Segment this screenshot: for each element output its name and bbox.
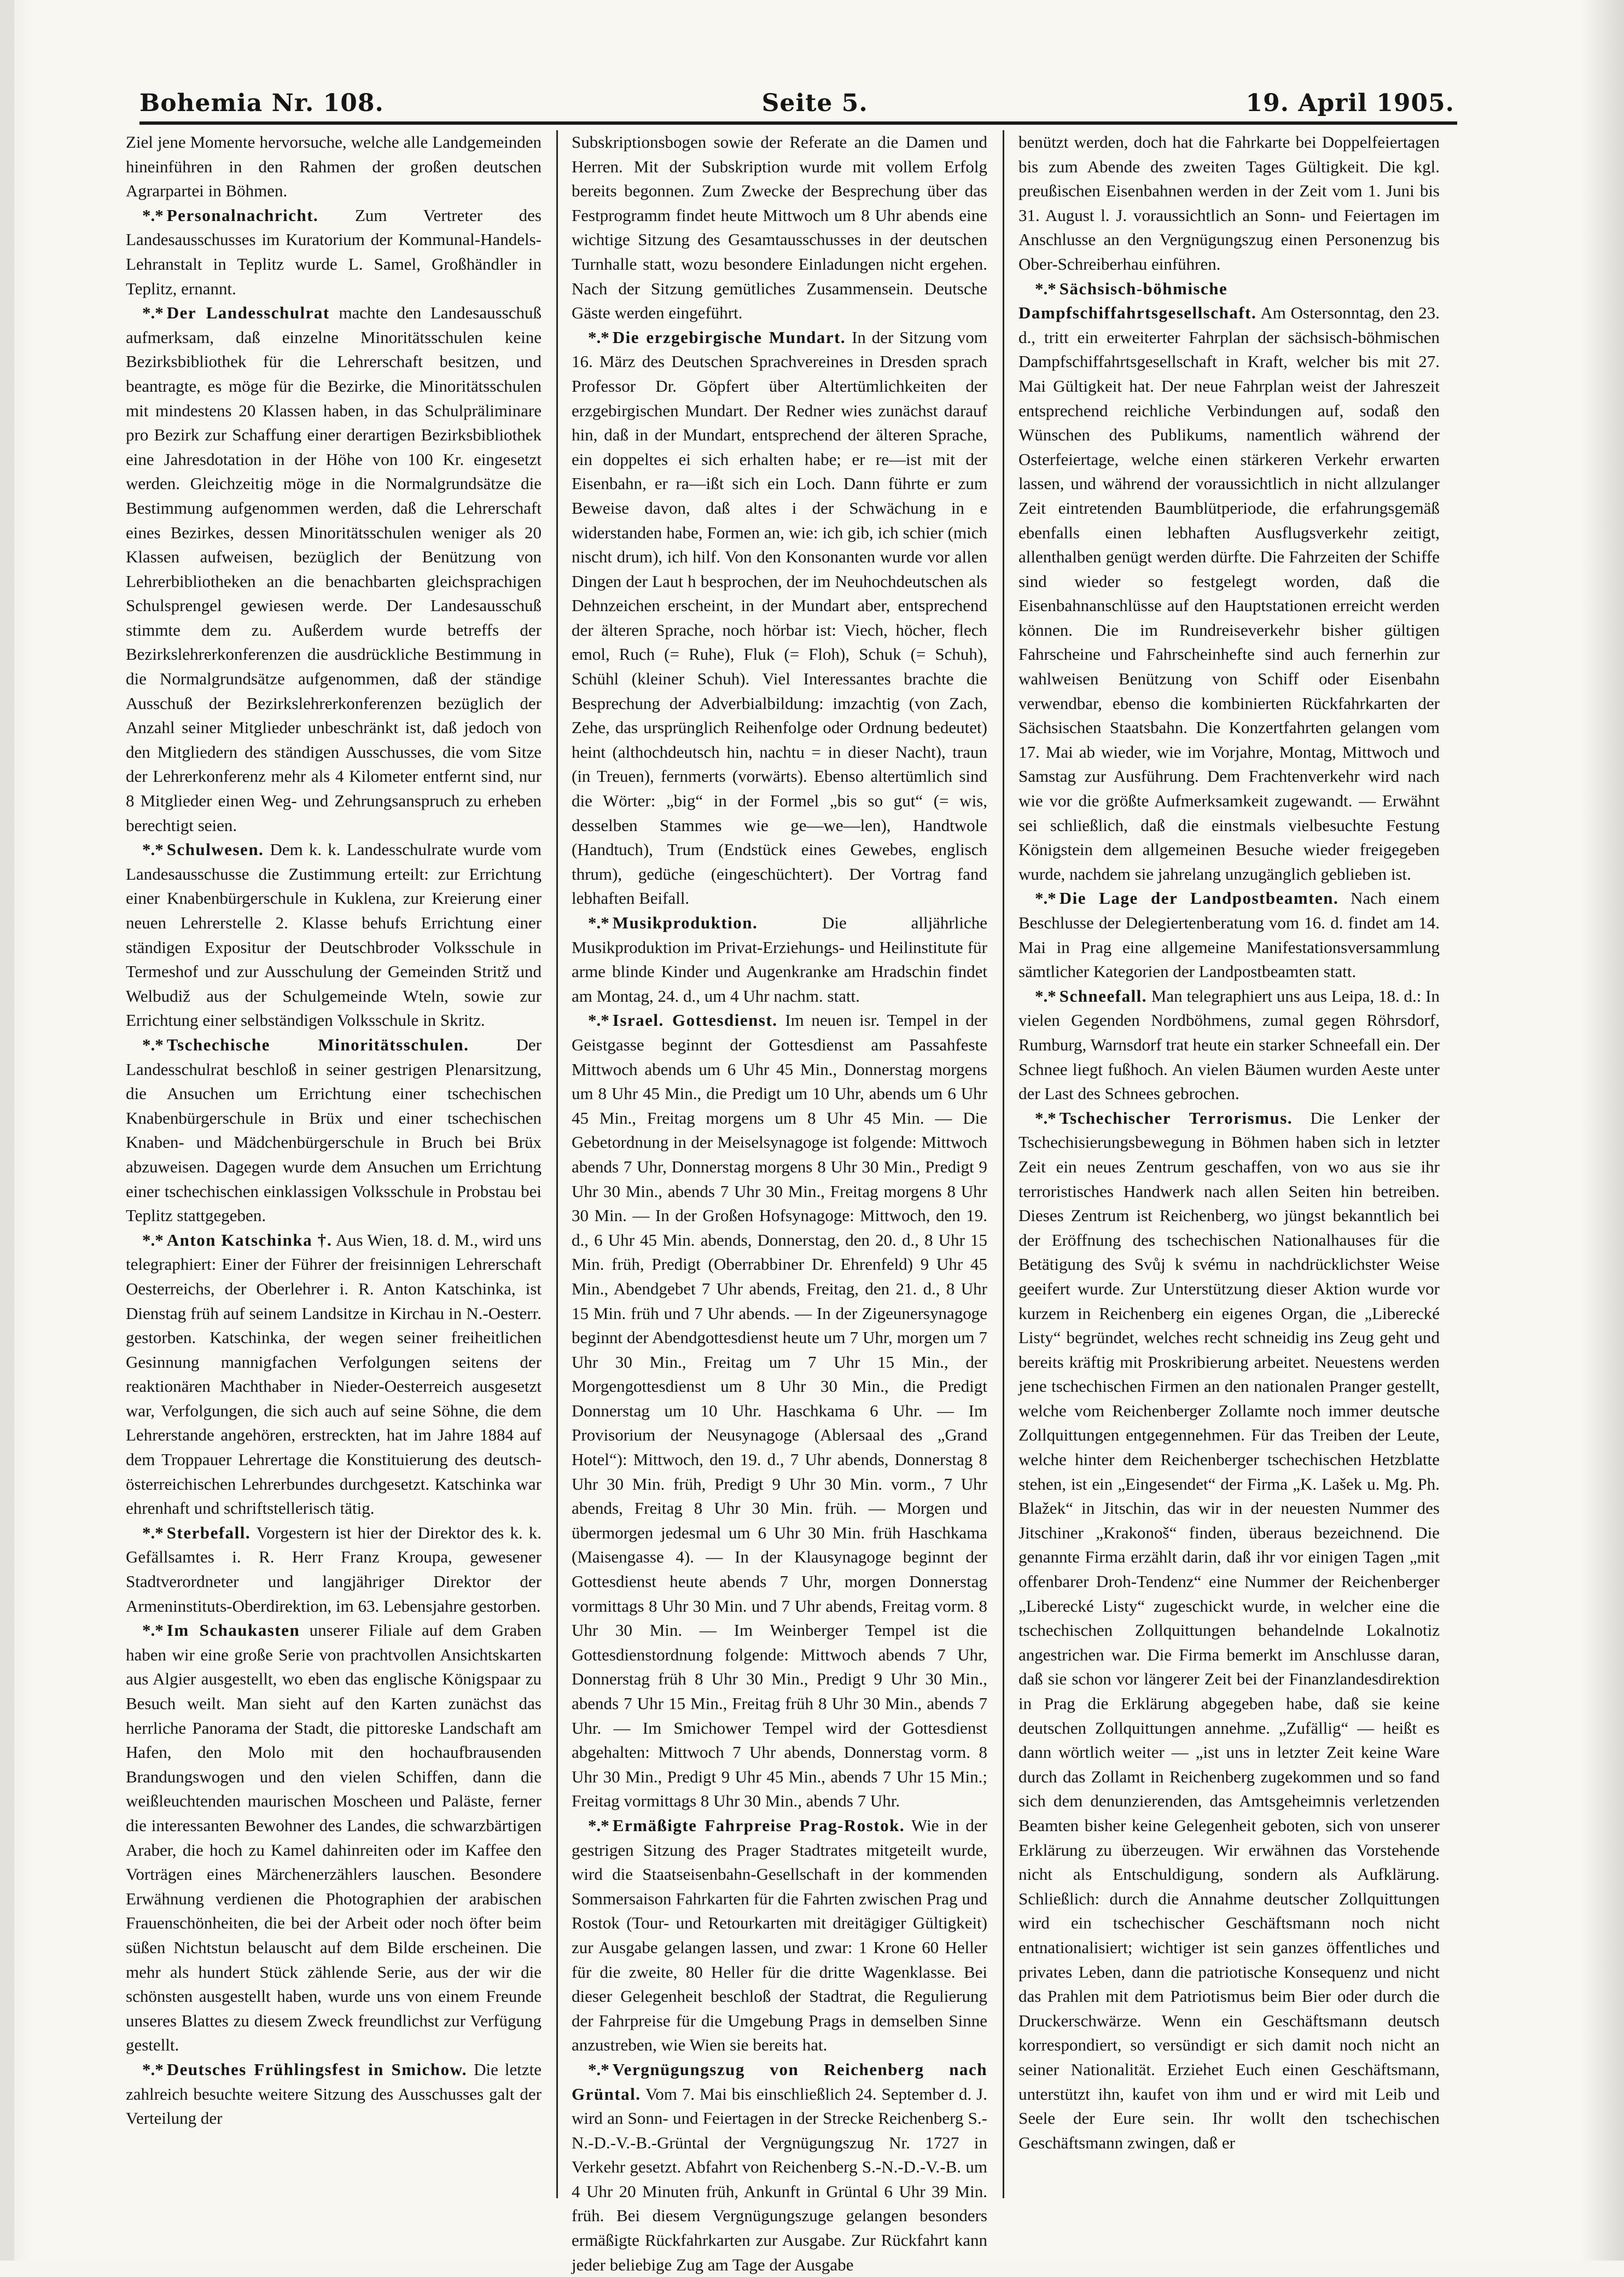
article-body: Die letzte zahlreich besuchte weitere Sitzung des Ausschusses galt der Verteilung der: [126, 2059, 542, 2128]
article-headline: Im Schaukasten: [166, 1620, 300, 1640]
article-headline: Sterbefall.: [166, 1523, 251, 1542]
article-paragraph: [572, 911, 987, 1008]
article-headline: Schneefall.: [1059, 986, 1148, 1006]
article-marker: *.*: [142, 2059, 164, 2079]
article-headline: Tschechische Minoritätsschulen.: [166, 1035, 469, 1054]
article-marker: *.*: [588, 1815, 609, 1835]
article-marker: *.*: [1035, 888, 1056, 908]
article-paragraph: [126, 1033, 542, 1228]
article-headline: Ermäßigte Fahrpreise Prag-Rostok.: [612, 1815, 905, 1835]
article-paragraph: [572, 1008, 987, 1814]
column-divider-2: [1003, 130, 1004, 2198]
article-paragraph: [1018, 984, 1440, 1106]
article-body: unserer Filiale auf dem Graben haben wir eine große Serie von prachtvollen Ansichtskarten aus Algier ausgestellt, wo eben das englische Königspaar zu Besuch weilt. Man sieht auf den Karten zunächst das herrliche Panorama der Stadt, die pittoreske Landschaft am Hafen, den Molo mit den hochaufbrausenden Brandungswogen und den vielen Schiffen, dann die weißleuchtenden maurischen Moscheen und Paläste, ferner die interessanten Bewohner des Landes, die schwarzbärtigen Araber, die hoch zu Kamel dahinreiten oder im Kaffee den Vorträgen eines Märchenerzählers lauschen. Besondere Erwähnung verdienen die Photographien der arabischen Frauenschönheiten, die bei der Arbeit oder noch öfter beim süßen Nichtstun belauscht auf dem Bilde erscheinen. Die mehr als hundert Stück zählende Serie, aus der wir die schönsten ausgestellt haben, wurde uns von einem Freunde unseres Blattes zu diesem Zweck freundlichst zur Verfügung gestellt.: [126, 1620, 542, 2055]
page-edge: [0, 0, 14, 2261]
article-marker: *.*: [142, 1035, 164, 1054]
article-marker: *.*: [142, 1230, 164, 1250]
article-marker: *.*: [588, 1010, 609, 1030]
article-paragraph: [572, 1814, 987, 2058]
article-headline: Schulwesen.: [166, 840, 264, 859]
article-headline: Israel. Gottesdienst.: [612, 1010, 778, 1030]
article-paragraph: [572, 130, 987, 326]
article-marker: *.*: [142, 303, 164, 323]
article-body: Ziel jene Momente hervorsuche, welche alle Landgemeinden hineinführen in den Rahmen der großen deutschen Agrarpartei in Böhmen.: [126, 132, 542, 201]
article-body: Man telegraphiert uns aus Leipa, 18. d.: In vielen Gegenden Nordböhmens, zumal gegen Röhrsdorf, Rumburg, Warnsdorf trat heute ein starker Schneefall ein. Der Schnee liegt fußhoch. An vielen Bäumen wurden Aeste unter der Last des Schnees gebrochen.: [1018, 986, 1440, 1103]
article-body: Aus Wien, 18. d. M., wird uns telegraphiert: Einer der Führer der freisinnigen Lehrerschaft Oesterreichs, der Oberlehrer i. R. Anton Katschinka, ist Dienstag früh auf seinem Landsitze in Kirchau in N.-Oesterr. gestorben. Katschinka, der wegen seiner freiheitlichen Gesinnung mannigfachen Verfolgungen seitens der reaktionären Machthaber in Nieder-Oesterreich ausgesetzt war, Verfolgungen, die sich auch auf seine Söhne, die dem Lehrerstande angehören, erstreckten, hat im Jahre 1884 auf dem Troppauer Lehrertage die Konstituierung des deutsch-österreichischen Lehrerbundes durchgesetzt. Katschinka war ehrenhaft und schriftstellerisch tätig.: [126, 1230, 542, 1518]
article-marker: *.*: [142, 205, 164, 225]
article-headline: Die Lage der Landpostbeamten.: [1059, 888, 1339, 908]
article-paragraph: [126, 1521, 542, 1618]
header-date: 19. April 1905.: [1245, 89, 1454, 117]
article-marker: *.*: [1035, 986, 1056, 1006]
article-paragraph: [1018, 1106, 1440, 2156]
article-body: Am Ostersonntag, den 23. d., tritt ein erweiterter Fahrplan der sächsisch-böhmischen Dampfschiffahrtsgesellschaft in Kraft, welcher bis mit 27. Mai Gültigkeit hat. Der neue Fahrplan weist der Jahreszeit entsprechend reichliche Verbindungen auf, sodaß den Wünschen des Publikums, namentlich während der Osterfeiertage, welche einen stärkeren Verkehr erwarten lassen, und während der voraussichtlich in nicht allzulanger Zeit eintretenden Baumblütperiode, die erfahrungsgemäß ebenfalls einen lebhaften Ausflugsverkehr zeitigt, allenthalben genügt werden dürfte. Die Fahrzeiten der Schiffe sind wieder so festgelegt worden, daß die Eisenbahnanschlüsse auf den Hauptstationen erreicht werden können. Die im Rundreiseverkehr bisher gültigen Fahrscheine und Fahrscheinhefte sind auch fernerhin zur wahlweisen Benützung von Schiff oder Eisenbahn verwendbar, ebenso die kombinierten Rückfahrkarten der Sächsischen Staatsbahn. Die Konzertfahrten gelangen vom 17. Mai ab wieder, wie im Vorjahre, Montag, Mittwoch und Samstag zur Ausführung. Dem Frachtenverkehr wird nach wie vor die größte Aufmerksamkeit zugewandt. — Erwähnt sei schließlich, daß die einstmals vielbesuchte Festung Königstein dem allgemeinen Besuche wieder freigegeben wurde, nachdem sie jahrelang unzugänglich geblieben ist.: [1018, 303, 1440, 884]
article-body: Subskriptionsbogen sowie der Referate an die Damen und Herren. Mit der Subskription wurde mit vollem Erfolg bereits begonnen. Zum Zwecke der Besprechung über das Festprogramm findet heute Mittwoch um 8 Uhr abends eine wichtige Sitzung des Gesamtausschusses in der deutschen Turnhalle statt, wozu besondere Einladungen nicht ergehen. Nach der Sitzung gemütliches Zusammensein. Deutsche Gäste werden eingeführt.: [572, 132, 987, 323]
article-paragraph: [126, 838, 542, 1033]
page-header: [139, 86, 1454, 117]
header-rule: [139, 121, 1457, 125]
article-marker: *.*: [588, 327, 609, 347]
article-body: Vom 7. Mai bis einschließlich 24. September d. J. wird an Sonn- und Feiertagen in der Strecke Reichenberg S.-N.-D.-V.-B.-Grüntal der Vergnügungszug Nr. 1727 in Verkehr gesetzt. Abfahrt von Reichenberg S.-N.-D.-V.-B. um 4 Uhr 20 Minuten früh, Ankunft in Grüntal 6 Uhr 39 Min. früh. Bei diesem Vergnügungszuge gelangen besonders ermäßigte Rückfahrkarten zur Ausgabe. Zur Rückfahrt kann jeder beliebige Zug am Tage der Ausgabe: [572, 2084, 987, 2274]
article-marker: *.*: [1035, 278, 1056, 298]
article-headline: Die erzgebirgische Mundart.: [612, 327, 846, 347]
article-paragraph: [1018, 130, 1440, 277]
article-marker: *.*: [1035, 1108, 1056, 1128]
header-page-number: Seite 5.: [761, 89, 868, 117]
column-2: [572, 130, 988, 2274]
article-body: Dem k. k. Landesschulrate wurde vom Landesausschusse die Zustimmung erteilt: zur Errichtung einer Knabenbürgerschule in Kuklena, zur Kreierung einer neuen Lehrerstelle 2. Klasse behufs Errichtung einer ständigen Expositur der Deutschbroder Volksschule in Termeshof und zur Ausschulung der Gemeinden Stritž und Welbudiž aus der Schulgemeinde Wteln, sowie zur Errichtung einer selbständigen Volksschule in Skritz.: [126, 840, 542, 1030]
article-paragraph: [572, 326, 987, 911]
article-paragraph: [126, 1618, 542, 2058]
article-body: Vorgestern ist hier der Direktor des k. k. Gefällsamtes i. R. Herr Franz Kroupa, gewesener Stadtverordneter und langjähriger Direktor der Armeninstituts-Oberdirektion, im 63. Lebensjahre gestorben.: [126, 1523, 542, 1616]
article-body: Zum Vertreter des Landesausschusses im Kuratorium der Kommunal-Handels-Lehranstalt in Teplitz wurde L. Samel, Großhändler in Teplitz, ernannt.: [126, 205, 542, 298]
article-body: Wie in der gestrigen Sitzung des Prager Stadtrates mitgeteilt wurde, wird die Staatseisenbahn-Gesellschaft in der kommenden Sommersaison Fahrkarten für die Fahrten zwischen Prag und Rostok (Tour- und Retourkarten mit dreitägiger Gültigkeit) zur Ausgabe gelangen lassen, und zwar: 1 Krone 60 Heller für die zweite, 80 Heller für die dritte Wagenklasse. Bei dieser Gelegenheit beschloß der Stadtrat, die Regulierung der Fahrpreise für die Umgebung Prags in demselben Sinne anzustreben, wie Wien sie bereits hat.: [572, 1815, 987, 2055]
article-body: Die Lenker der Tschechisierungsbewegung in Böhmen haben sich in letzter Zeit ein neues Zentrum geschaffen, von wo aus sie ihr terroristisches Handwerk nach allen Seiten hin betreiben. Dieses Zentrum ist Reichenberg, wo jüngst bekanntlich bei der Eröffnung des tschechischen Nationalhauses für die Betätigung des Svůj k svému in nachdrücklichster Weise geeifert wurde. Zur Unterstützung dieser Aktion wurde vor kurzem in Reichenberg ein eigenes Organ, die „Liberecké Listy“ begründet, welches recht schneidig ins Zeug geht und bereits kräftig mit Proskribierung arbeitet. Neuestens werden jene tschechischen Firmen an den nationalen Pranger gestellt, welche vom Reichenberger Zollamte noch immer deutsche Zollquittungen entgegennehmen. Für das Treiben der Leute, welche hinter dem Reichenberger tschechischen Hetzblatte stehen, ist ein „Eingesendet“ der Firma „K. Lašek u. Mg. Ph. Blažek“ in Jitschin, das wir in der neuesten Nummer des Jitschiner „Krakonoš“ finden, überaus bezeichnend. Die genannte Firma erzählt darin, daß ihr vor einigen Tagen „mit offenbarer Droh-Tendenz“ eine Nummer der Reichenberger „Liberecké Listy“ zugeschickt wurde, in welcher eine die tschechischen Zollquittungen behandelnde Lokalnotiz angestrichen war. Die Firma bemerkt im Anschlusse daran, daß sie schon vor längerer Zeit bei der Finanzlandesdirektion in Prag die Erklärung abgegeben habe, daß sie keine deutschen Zollquittungen annehme. „Zufällig“ — heißt es dann wörtlich weiter — „ist uns in letzter Zeit keine Ware durch das Zollamt in Reichenberg zugekommen und so fand sich dem denunzierenden, das Amtsgeheimnis verletzenden Beamten bisher keine Gelegenheit geboten, sich von unserer Erklärung zu überzeugen. Wir erwähnen das Vorstehende nicht als Entschuldigung, sondern als Aufklärung. Schließlich: durch die Annahme deutscher Zollquittungen wird ein tschechischer Geschäftsmann noch nicht entnationalisiert; wichtiger ist sein ganzes öffentliches und privates Leben, dann die patriotische Konsequenz und nicht das Prahlen mit dem Patriotismus beim Bier oder durch die Druckerschwärze. Wenn ein Geschäftsmann deutsch korrespondiert, so versündigt er sich damit noch nicht an seiner Nationalität. Erziehet Euch einen Geschäftsmann, unterstützt ihn, kaufet von ihm und er wird mit Leib und Seele der Eure sein. Ihr wollt den tschechischen Geschäftsmann zwingen, daß er: [1018, 1108, 1440, 2152]
article-paragraph: [572, 2058, 987, 2277]
article-headline: Personalnachricht.: [166, 205, 319, 225]
article-marker: *.*: [142, 1523, 164, 1542]
article-marker: *.*: [588, 913, 609, 932]
article-paragraph: [126, 301, 542, 838]
article-body: machte den Landesausschuß aufmerksam, daß einzelne Minoritätsschulen keine Bezirksbibliothek für die Lehrerschaft besitzen, und beantragte, es möge für die Bezirke, die Minoritätsschulen mit mindestens 20 Klassen haben, in das Schulpräliminare pro Bezirk zur Schaffung einer derartigen Bezirksbibliothek eine Jahresdotation in der Höhe von 100 Kr. eingesetzt werden. Gleichzeitig möge in die Normalgrundsätze die Bestimmung aufgenommen werden, daß die Lehrerschaft eines Bezirkes, dessen Minoritätsschulen weniger als 20 Klassen aufweisen, bezüglich der Benützung von Lehrerbibliotheken an die benachbarten gleichsprachigen Schulsprengel gewiesen werde. Der Landesausschuß stimmte dem zu. Außerdem wurde betreffs der Bezirkslehrerkonferenzen die ausdrückliche Bestimmung in die Normalgrundsätze aufgenommen, daß der ständige Ausschuß der Bezirkslehrerkonferenzen bezüglich der Anzahl seiner Mitglieder unbeschränkt ist, daß jedoch von den Mitgliedern des ständigen Ausschusses, die vom Sitze der Lehrerkonferenz mehr als 4 Kilometer entfernt sind, nur 8 Mitglieder einen Weg- und Zehrungsanspruch zu erheben berechtigt seien.: [126, 303, 542, 835]
article-body: Die alljährliche Musikproduktion im Privat-Erziehungs- und Heilinstitute für arme blinde Kinder und Augenkranke am Hradschin findet am Montag, 24. d., um 4 Uhr nachm. statt.: [572, 913, 988, 1006]
column-divider-1: [556, 130, 558, 2198]
article-headline: Sächsisch-böhmische Dampfschiffahrtsgesellschaft.: [1018, 278, 1257, 323]
article-body: Im neuen isr. Tempel in der Geistgasse beginnt der Gottesdienst am Passahfeste Mittwoch abends um 6 Uhr 45 Min., Donnerstag morgens um 8 Uhr 45 Min., die Predigt um 10 Uhr, abends um 6 Uhr 45 Min., Freitag morgens um 8 Uhr 45 Min. — Die Gebetordnung in der Meiselsynagoge ist folgende: Mittwoch abends 7 Uhr, Donnerstag morgens 8 Uhr 30 Min., Predigt 9 Uhr 30 Min., abends 7 Uhr 30 Min., Freitag morgens 8 Uhr 30 Min. — In der Großen Hofsynagoge: Mittwoch, den 19. d., 6 Uhr 45 Min. abends, Donnerstag, den 20. d., 8 Uhr 15 Min. früh, Predigt (Oberrabbiner Dr. Ehrenfeld) 9 Uhr 45 Min., Abendgebet 7 Uhr abends, Freitag, den 21. d., 8 Uhr 15 Min. früh und 7 Uhr abends. — In der Zigeunersynagoge beginnt der Abendgottesdienst heute um 7 Uhr, morgen um 7 Uhr 30 Min., Freitag um 7 Uhr 15 Min., der Morgengottesdienst um 8 Uhr 30 Min., die Predigt Donnerstag um 10 Uhr. Haschkama 6 Uhr. — Im Provisorium der Neusynagoge (Ablersaal des „Grand Hotel“): Mittwoch, den 19. d., 7 Uhr abends, Donnerstag 8 Uhr 30 Min. früh, Predigt 9 Uhr 30 Min. vorm., 7 Uhr abends, Freitag 8 Uhr 30 Min. früh. — Morgen und übermorgen jedesmal um 6 Uhr 30 Min. früh Haschkama (Maisengasse 4). — In der Klausynagoge beginnt der Gottesdienst heute abends 7 Uhr, morgen Donnerstag vormittags 8 Uhr 30 Min. und 7 Uhr abends, Freitag vorm. 8 Uhr 30 Min. — Im Weinberger Tempel ist die Gottesdienstordnung folgende: Mittwoch abends 7 Uhr, Donnerstag früh 8 Uhr 30 Min., Predigt 9 Uhr 30 Min., abends 7 Uhr 15 Min., Freitag früh 8 Uhr 30 Min., abends 7 Uhr. — Im Smichower Tempel wird der Gottesdienst abgehalten: Mittwoch 7 Uhr abends, Donnerstag vorm. 8 Uhr 30 Min., Predigt 9 Uhr 45 Min., abends 7 Uhr 15 Min.; Freitag vormittags 8 Uhr 30 Min., abends 7 Uhr.: [572, 1010, 987, 1811]
article-paragraph: [1018, 277, 1440, 887]
article-headline: Vergnügungszug von Reichenberg nach Grüntal.: [572, 2059, 987, 2104]
article-body: benützt werden, doch hat die Fahrkarte bei Doppelfeiertagen bis zum Abende des zweiten Tages Gültigkeit. Die kgl. preußischen Eisenbahnen werden in der Zeit vom 1. Juni bis 31. August l. J. voraussichtlich an Sonn- und Feiertagen im Anschlusse an den Vergnügungszug einen Personenzug bis Ober-Schreiberhau einführen.: [1018, 132, 1440, 274]
article-marker: *.*: [142, 1620, 164, 1640]
article-body: Nach einem Beschlusse der Delegiertenberatung vom 16. d. findet am 14. Mai in Prag eine allgemeine Manifestationsversammlung sämtlicher Kategorien der Landpostbeamten statt.: [1018, 888, 1440, 981]
header-paper-issue: Bohemia Nr. 108.: [139, 89, 384, 117]
column-1: [126, 130, 542, 2209]
article-headline: Tschechischer Terrorismus.: [1059, 1108, 1293, 1128]
article-headline: Anton Katschinka †.: [166, 1230, 333, 1250]
article-marker: *.*: [142, 840, 164, 859]
article-paragraph: [126, 2058, 542, 2131]
article-headline: Der Landesschulrat: [166, 303, 330, 323]
article-headline: Musikproduktion.: [612, 913, 758, 932]
article-headline: Deutsches Frühlingsfest in Smichow.: [166, 2059, 468, 2079]
column-3: [1018, 130, 1440, 2209]
article-paragraph: [1018, 886, 1440, 984]
article-paragraph: [126, 130, 542, 204]
article-body: Der Landesschulrat beschloß in seiner gestrigen Plenarsitzung, die Ansuchen um Errichtung einer tschechischen Knabenbürgerschule in Brüx und einer tschechischen Knaben- und Mädchenbürgerschule in Bruch bei Brüx abzuweisen. Dagegen wurde dem Ansuchen um Errichtung einer tschechischen einklassigen Volksschule in Probstau bei Teplitz stattgegeben.: [126, 1035, 542, 1225]
article-paragraph: [126, 1228, 542, 1521]
article-body: In der Sitzung vom 16. März des Deutschen Sprachvereines in Dresden sprach Professor Dr. Göpfert über Altertümlichkeiten der erzgebirgischen Mundart. Der Redner wies zunächst darauf hin, daß in der Mundart, entsprechend der älteren Sprache, ein doppeltes ei sich erhalten habe; er re—ist mit der Eisenbahn, er ra—ißt sich ein Loch. Dann führte er zum Beweise davon, daß altes i der Schwächung in e widerstanden habe, Formen an, wie: ich gib, ich schier (mich nischt drum), ich hilf. Von den Konsonanten wurde vor allen Dingen der Laut h besprochen, der im Neuhochdeutschen als Dehnzeichen erscheint, in der Mundart aber, entsprechend der älteren Sprache, noch hörbar ist: Viech, höcher, flech emol, Ruch (= Ruhe), Fluk (= Floh), Schuk (= Schuh), Schühl (kleiner Schuh). Viel Interessantes brachte die Besprechung der Adverbialbildung: imzachtig (von Zach, Zehe, das ursprünglich Reihenfolge oder Ordnung bedeutet) heint (althochdeutsch hin, nachtu = in dieser Nacht), traun (in Treuen), fernmerts (vorwärts). Ebenso altertümlich sind die Wörter: „big“ in der Formel „bis so gut“ (= wis, desselben Stammes wie ge—we—len), Handtwole (Handtuch), Trum (Endstück eines Gewebes, englisch thrum), gedüche (eingeschüchtert). Der Vortrag fand lebhaften Beifall.: [572, 327, 987, 908]
article-marker: *.*: [588, 2059, 609, 2079]
article-paragraph: [126, 204, 542, 301]
